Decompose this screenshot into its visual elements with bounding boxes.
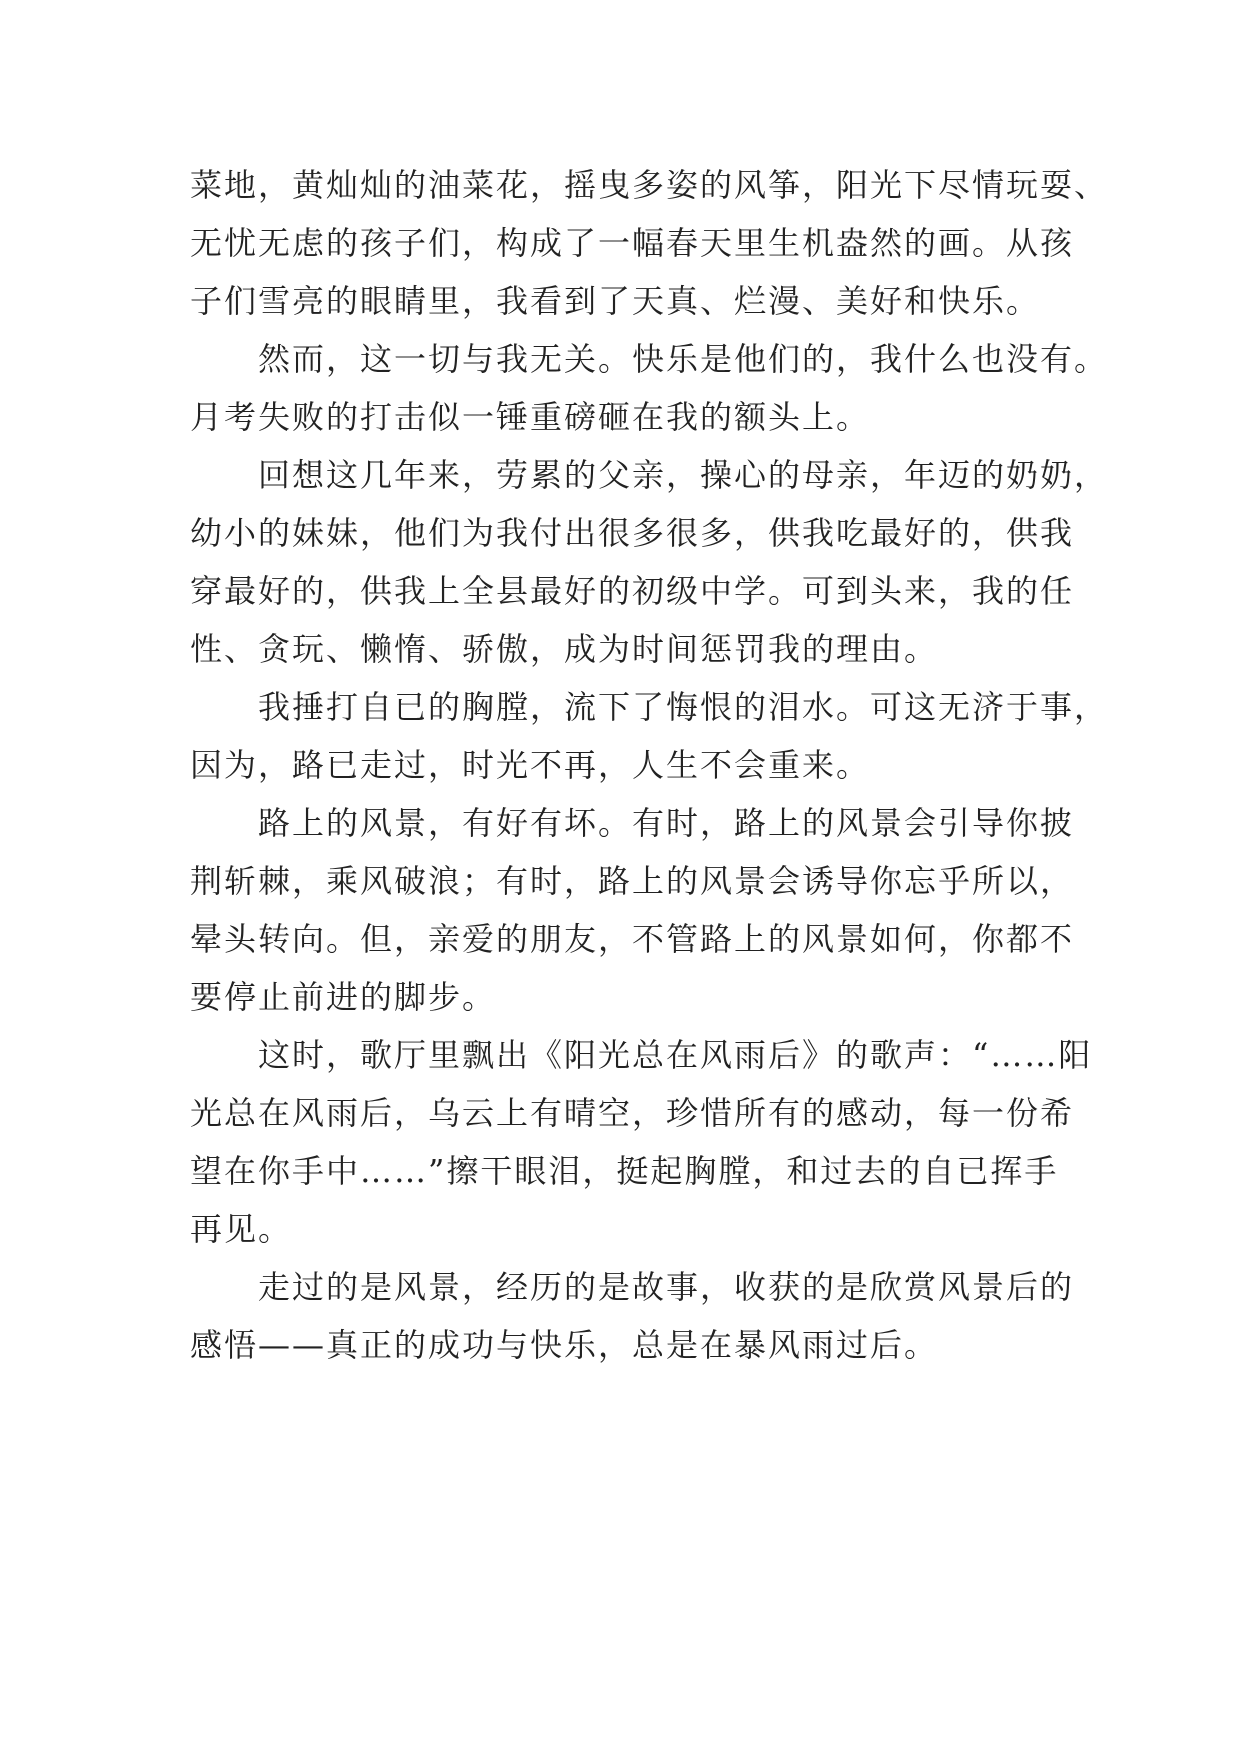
text-line: 性、贪玩、懒惰、骄傲，成为时间惩罚我的理由。	[190, 630, 939, 668]
paragraph-start-line: 然而，这一切与我无关。快乐是他们的，我什么也没有。	[258, 340, 1109, 378]
text-line: 子们雪亮的眼睛里，我看到了天真、烂漫、美好和快乐。	[190, 282, 1041, 320]
text-line: 菜地，黄灿灿的油菜花，摇曳多姿的风筝，阳光下尽情玩耍、	[190, 166, 1109, 204]
paragraph-start-line: 这时，歌厅里飘出《阳光总在风雨后》的歌声：“……阳	[258, 1036, 1093, 1074]
paragraph-start-line: 走过的是风景，经历的是故事，收获的是欣赏风景后的	[258, 1268, 1075, 1306]
paragraph-start-line: 我捶打自已的胸膛，流下了悔恨的泪水。可这无济于事，	[258, 688, 1109, 726]
text-line: 感悟——真正的成功与快乐，总是在暴风雨过后。	[190, 1326, 939, 1364]
text-line: 穿最好的，供我上全县最好的初级中学。可到头来，我的任	[190, 572, 1075, 610]
text-line: 光总在风雨后，乌云上有晴空，珍惜所有的感动，每一份希	[190, 1094, 1075, 1132]
text-line: 无忧无虑的孩子们，构成了一幅春天里生机盎然的画。从孩	[190, 224, 1075, 262]
text-line: 要停止前进的脚步。	[190, 978, 497, 1016]
paragraph-start-line: 回想这几年来，劳累的父亲，操心的母亲，年迈的奶奶，	[258, 456, 1109, 494]
text-line: 再见。	[190, 1210, 293, 1248]
paragraph-start-line: 路上的风景，有好有坏。有时，路上的风景会引导你披	[258, 804, 1075, 842]
text-line: 望在你手中……”擦干眼泪，挺起胸膛，和过去的自已挥手	[190, 1152, 1059, 1190]
text-line: 荆斩棘，乘风破浪；有时，路上的风景会诱导你忘乎所以，	[190, 862, 1075, 900]
text-line: 幼小的妹妹，他们为我付出很多很多，供我吃最好的，供我	[190, 514, 1075, 552]
body-text	[190, 156, 1109, 1374]
text-line: 因为，路已走过，时光不再，人生不会重来。	[190, 746, 871, 784]
text-line: 晕头转向。但，亲爱的朋友，不管路上的风景如何，你都不	[190, 920, 1075, 958]
text-line: 月考失败的打击似一锤重磅砸在我的额头上。	[190, 398, 871, 436]
